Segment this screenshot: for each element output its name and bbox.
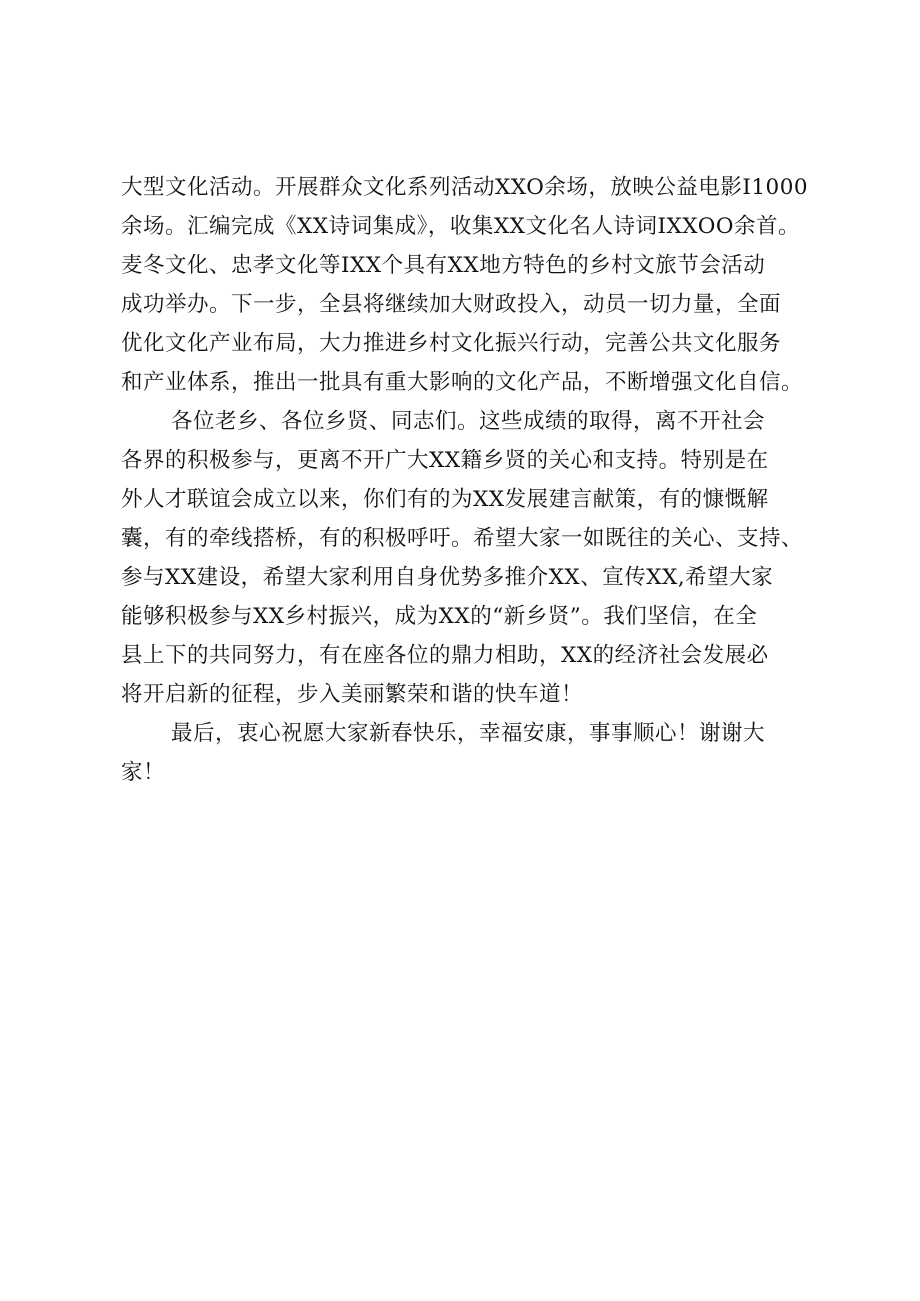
paragraph-line: 将开启新的征程，步入美丽繁荣和谐的快车道！ — [121, 682, 584, 707]
paragraph-line: 大型文化活动。开展群众文化系列活动XXO余场，放映公益电影I1000 — [121, 175, 809, 200]
paragraph-line: 麦冬文化、忠孝文化等IXX个具有XX地方特色的乡村文旅节会活动 — [121, 253, 766, 278]
paragraph-3 — [121, 714, 841, 792]
paragraph-line: 成功举办。下一步，全县将继续加大财政投入，动员一切力量，全面 — [121, 292, 782, 317]
paragraph-line: 能够积极参与XX乡村振兴，成为XX的“新乡贤”。我们坚信，在全 — [121, 604, 758, 629]
paragraph-line: 囊，有的牵线搭桥，有的积极呼吁。希望大家一如既往的关心、支持、 — [121, 526, 804, 551]
paragraph-line: 优化文化产业布局，大力推进乡村文化振兴行动，完善公共文化服务 — [121, 331, 782, 356]
paragraph-line: 余场。汇编完成《XX诗词集成》，收集XX文化名人诗词IXXOO余首。 — [121, 214, 800, 239]
paragraph-line: 最后，衷心祝愿大家新春快乐，幸福安康，事事顺心！谢谢大 — [171, 721, 766, 746]
paragraph-line: 和产业体系，推出一批具有重大影响的文化产品，不断增强文化自信。 — [121, 370, 804, 395]
paragraph-line: 家！ — [121, 760, 166, 785]
paragraph-line: 参与XX建设，希望大家利用自身优势多推介XX、宣传XX,希望大家 — [121, 565, 774, 590]
paragraph-2 — [121, 402, 841, 714]
paragraph-line: 外人才联谊会成立以来，你们有的为XX发展建言献策，有的慷慨解 — [121, 487, 769, 512]
paragraph-line: 县上下的共同努力，有在座各位的鼎力相助，XX的经济社会发展必 — [121, 643, 769, 668]
paragraph-line: 各界的积极参与，更离不开广大XX籍乡贤的关心和支持。特别是在 — [121, 448, 769, 473]
paragraph-1 — [121, 168, 841, 402]
document-body — [121, 168, 841, 792]
paragraph-line: 各位老乡、各位乡贤、同志们。这些成绩的取得，离不开社会 — [171, 409, 766, 434]
